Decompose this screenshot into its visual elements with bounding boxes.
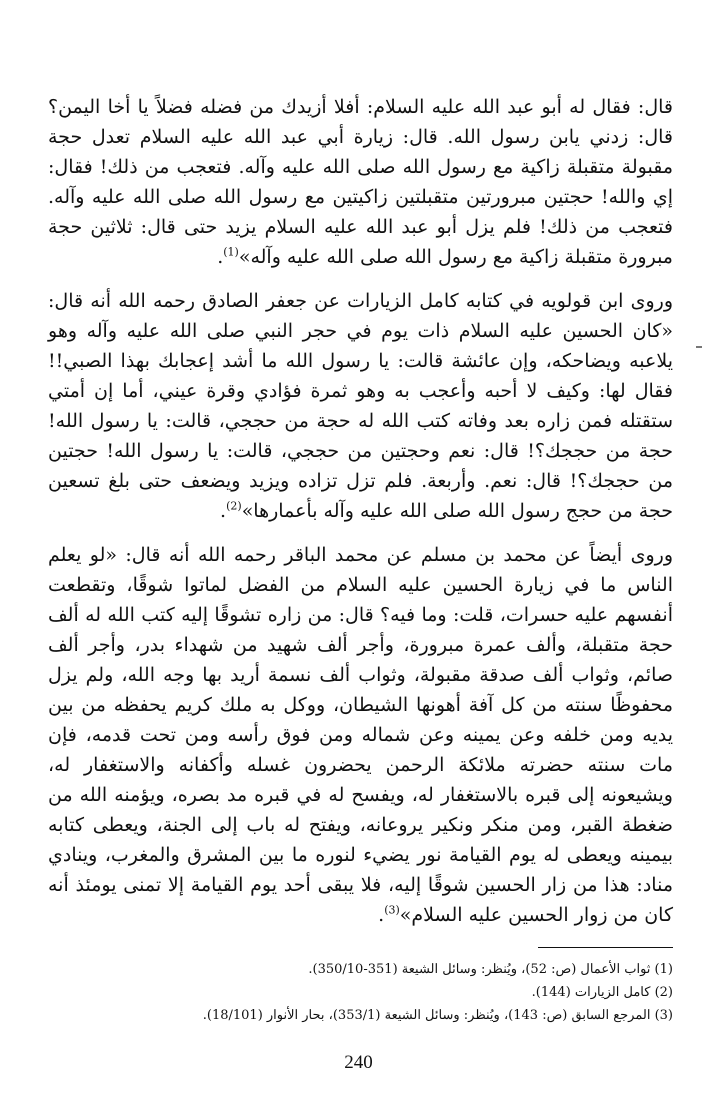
paragraph-end: . [217,246,224,268]
margin-mark [696,346,702,348]
page-number: 240 [344,1052,373,1073]
main-text [48,92,673,930]
paragraph-2 [48,286,673,526]
footnote-ref-2: (2) [226,499,242,513]
footnote-ref-3: (3) [384,903,400,917]
footnotes [53,958,673,1027]
footnote-separator [538,947,673,948]
footnote-ref-1: (1) [223,245,239,259]
paragraph-text: وروى ابن قولويه في كتابه كامل الزيارات عن جعفر الصادق رحمه الله أنه قال: «كان الحسين عليه السلام ذات يوم في حجر النبي صلى الله عليه وآله وهو يلاعبه ويضاحكه، وإن عائشة قالت: يا رسول الله ما أشد إعجابك بهذا الصبي!! فقال لها: وكيف لا أحبه وأعجب به وهو ثمرة فؤادي وقرة عيني، أما إن أمتي ستقتله فمن زاره بعد وفاته كتب الله له حجة من حججي، قالت: يا رسول الله! حجة من حججك؟! قال: نعم وحجتين من حججي، قالت: يا رسول الله! حجتين من حججك؟! قال: نعم. وأربعة. فلم تزل تزاده ويزيد ويضعف حتى بلغ تسعين حجة من حجج رسول الله صلى الله عليه وآله بأعمارها» [48,290,673,522]
paragraph-1 [48,92,673,272]
paragraph-end: . [220,500,227,522]
paragraph-text: وروى أيضاً عن محمد بن مسلم عن محمد الباقر رحمه الله أنه قال: «لو يعلم الناس ما في زيارة الحسين عليه السلام من الفضل لماتوا شوقًا، وتقطعت أنفسهم عليه حسرات، قلت: وما فيه؟ قال: من زاره تشوقًا إليه كتب الله له ألف حجة متقبلة، وألف عمرة مبرورة، وأجر ألف شهيد من شهداء بدر، وأجر ألف صائم، وثواب ألف صدقة مقبولة، وثواب ألف نسمة أريد بها وجه الله، ولم يزل محفوظًا سنته من كل آفة أهونها الشيطان، ووكل به ملك كريم يحفظه من بين يديه ومن خلفه وعن يمينه وعن شماله ومن فوق رأسه ومن تحت قدمه، فإن مات سنته حضرته ملائكة الرحمن يحضرون غسله وأكفانه والاستغفار له، ويشيعونه إلى قبره بالاستغفار له، ويفسح له في قبره مد بصره، ويؤمنه الله من ضغطة القبر، ومن منكر ونكير يروعانه، ويفتح له باب إلى الجنة، ويعطى كتابه بيمينه ويعطى له يوم القيامة نور يضيء لنوره ما بين المشرق والمغرب، وينادي مناد: هذا من زار الحسين شوقًا إليه، فلا يبقى أحد يوم القيامة إلا تمنى يومئذ أنه كان من زوار الحسين عليه السلام» [48,544,673,926]
paragraph-text: قال: فقال له أبو عبد الله عليه السلام: أفلا أزيدك من فضله فضلاً يا أخا اليمن؟ قال: زدني يابن رسول الله. قال: زيارة أبي عبد الله عليه السلام تعدل حجة مقبولة متقبلة زاكية مع رسول الله صلى الله عليه وآله. فتعجب من ذلك! فقال: إي والله! حجتين مبرورتين متقبلتين زاكيتين مع رسول الله صلى الله عليه وآله. فتعجب من ذلك! فلم يزل أبو عبد الله عليه السلام يزيد حتى قال: ثلاثين حجة مبرورة متقبلة زاكية مع رسول الله صلى الله عليه وآله» [48,96,673,268]
paragraph-end: . [378,904,385,926]
footnote-1: (1) ثواب الأعمال (ص: 52)، ويُنظر: وسائل الشيعة (351-350/10). [308,962,673,977]
footnote-3: (3) المرجع السابق (ص: 143)، ويُنظر: وسائل الشيعة (353/1)، بحار الأنوار (18/101). [202,1008,673,1023]
footnote-2: (2) كامل الزيارات (144). [531,985,673,1000]
paragraph-3 [48,540,673,930]
